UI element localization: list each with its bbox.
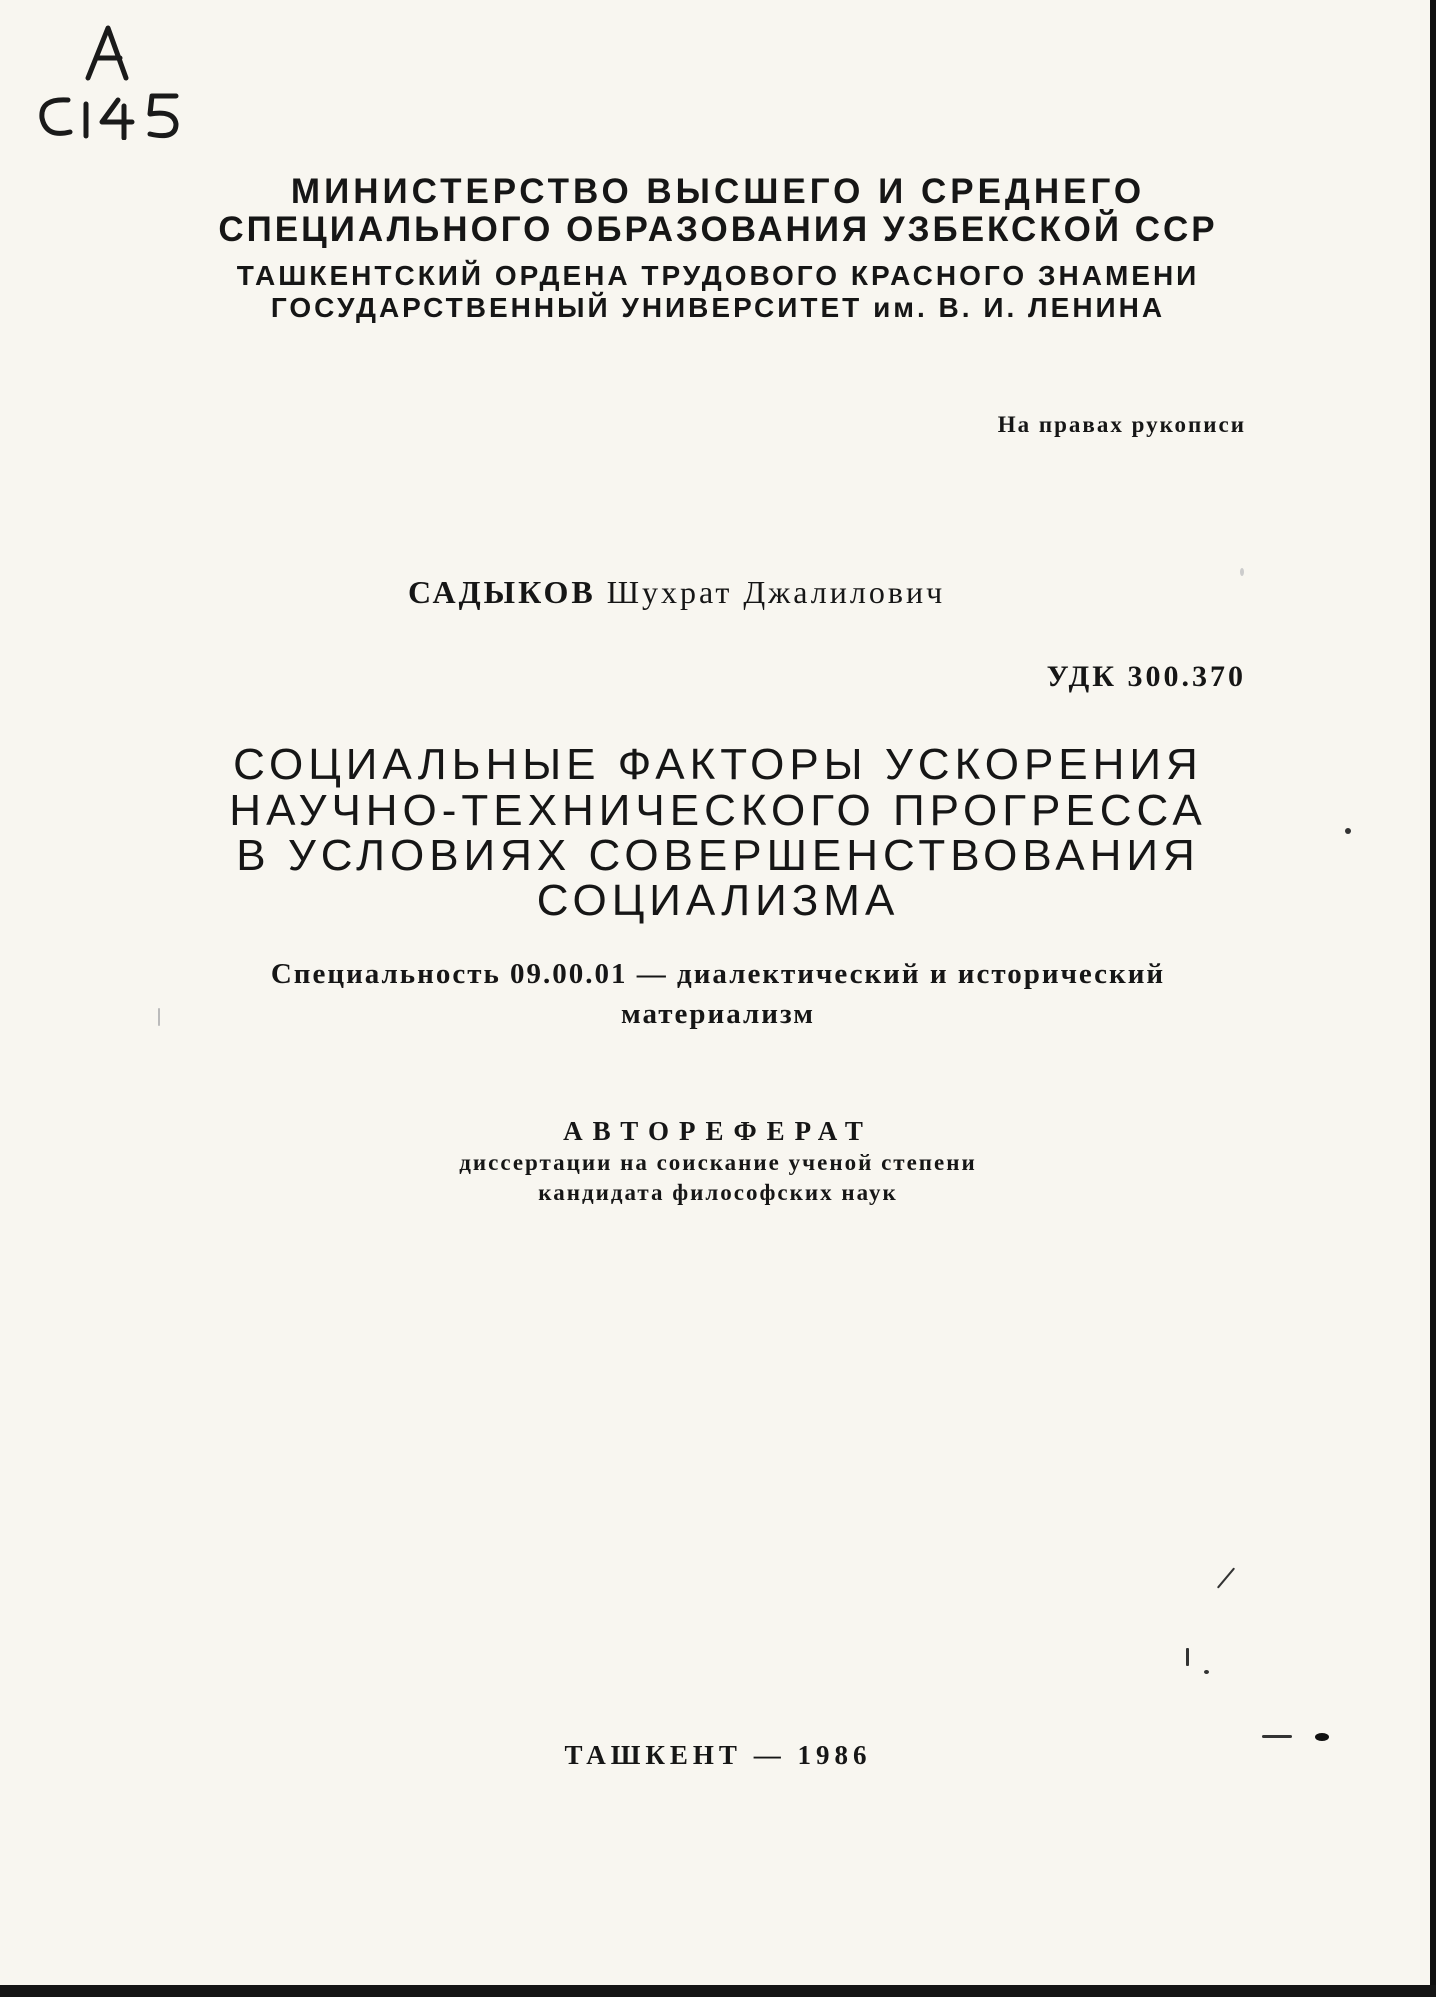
scan-speck [158,1008,160,1026]
scan-speck [1345,828,1351,834]
scan-edge-right [1430,0,1436,1985]
abstract-heading: АВТОРЕФЕРАТ [563,1116,873,1146]
title-line-4: СОЦИАЛИЗМА [536,876,900,925]
title-line-2: НАУЧНО-ТЕХНИЧЕСКОГО ПРОГРЕССА [229,786,1207,835]
scan-speck [1315,1733,1329,1741]
specialty-line-2: материализм [621,998,815,1030]
scan-speck [1186,1648,1189,1666]
udc-code: УДК 300.370 [1046,660,1246,693]
handwritten-shelf-mark [28,20,208,140]
specialty-line-1: Специальность 09.00.01 — диалектический и исторический [270,958,1166,990]
abstract-line-2: кандидата философских наук [538,1180,898,1205]
title-line-3: В УСЛОВИЯХ СОВЕРШЕНСТВОВАНИЯ [236,831,1200,880]
ministry-line-1: МИНИСТЕРСТВО ВЫСШЕГО И СРЕДНЕГО [290,172,1146,211]
university-line-1: ТАШКЕНТСКИЙ ОРДЕНА ТРУДОВОГО КРАСНОГО ЗНАМЕНИ [236,260,1200,291]
handwritten-shelf-mark-drawing [28,20,208,140]
scan-speck [1262,1735,1292,1738]
author-name [408,574,945,611]
university-line-2: ГОСУДАРСТВЕННЫЙ УНИВЕРСИТЕТ им. В. И. ЛЕНИНА [270,292,1166,323]
manuscript-note: На правах рукописи [997,412,1246,437]
author-given-names: Шухрат Джалилович [606,574,946,610]
ministry-line-2: СПЕЦИАЛЬНОГО ОБРАЗОВАНИЯ УЗБЕКСКОЙ ССР [218,210,1218,249]
author-surname: САДЫКОВ [408,574,596,610]
abstract-line-1: диссертации на соискание ученой степени [459,1150,977,1175]
imprint: ТАШКЕНТ — 1986 [564,1740,872,1770]
scan-speck [1204,1670,1209,1674]
scan-edge-bottom [0,1985,1436,1997]
scan-speck [1240,568,1244,576]
title-line-1: СОЦИАЛЬНЫЕ ФАКТОРЫ УСКОРЕНИЯ [233,740,1203,789]
scan-speck [1217,1567,1235,1588]
